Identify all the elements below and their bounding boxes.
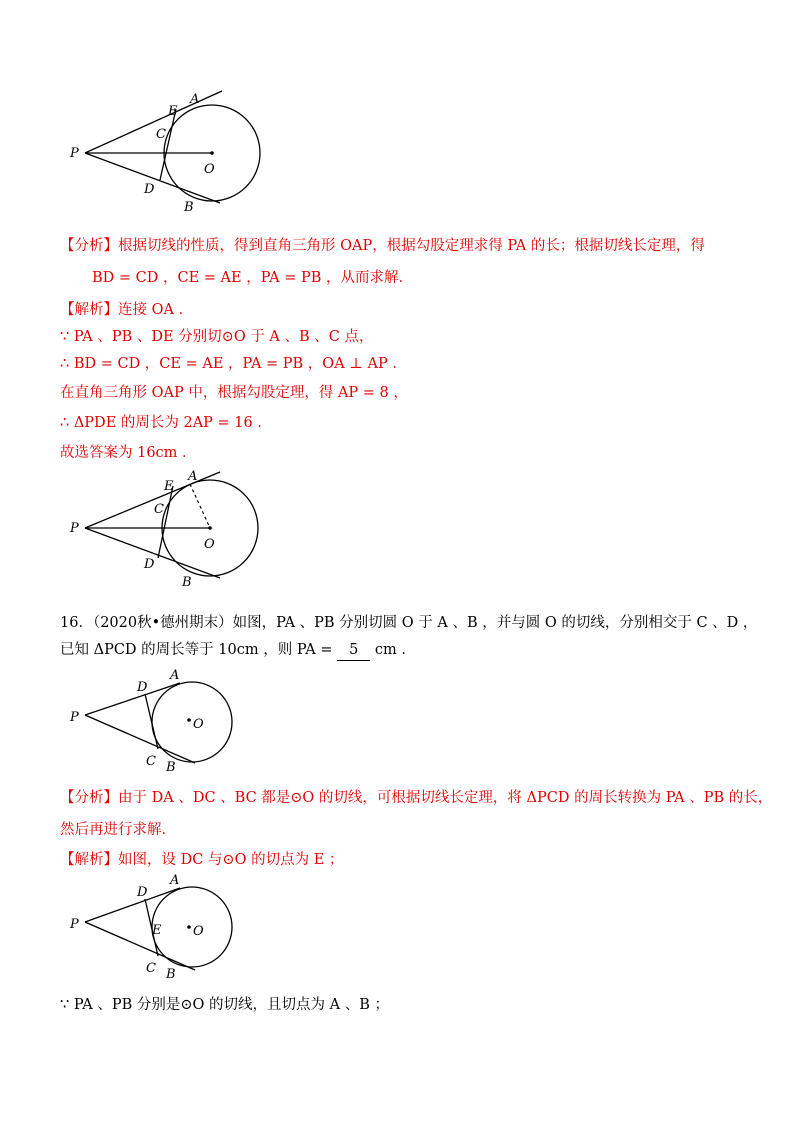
figure-3-tangent-diagram	[60, 665, 260, 780]
label-B: B	[182, 575, 192, 590]
label-P: P	[70, 710, 79, 725]
analysis-16-line-2: 然后再进行求解．	[60, 822, 176, 838]
label-A: A	[188, 470, 198, 484]
figure-4-tangent-diagram	[60, 872, 260, 987]
solution-15-line-6: 故选答案为 16cm ．	[60, 445, 197, 461]
question-16-line-1: 16．（2020秋•德州期末）如图，PA 、PB 分别切圆 O 于 A 、B ，并与圆 O 的切线，分别相交于 C 、D ，	[60, 615, 758, 631]
label-A: A	[190, 92, 200, 107]
label-P: P	[70, 146, 79, 161]
label-B: B	[166, 967, 176, 982]
label-P: P	[70, 917, 79, 932]
label-E: E	[168, 104, 178, 119]
label-O: O	[204, 162, 215, 177]
label-A: A	[170, 668, 180, 683]
label-O: O	[204, 537, 215, 552]
label-O: O	[193, 717, 204, 732]
label-C: C	[146, 754, 156, 769]
analysis-15-line-2: BD = CD ，CE = AE ，PA = PB ，从而求解．	[92, 270, 413, 286]
figure-2-tangent-diagram	[60, 470, 280, 595]
analysis-16-line-1: 【分析】由于 DA 、DC 、BC 都是⊙O 的切线，可根据切线长定理，将 ΔPCD 的周长转换为 PA 、PB 的长，	[60, 790, 773, 806]
label-B: B	[184, 200, 194, 215]
question-16-line-2	[60, 640, 760, 661]
answer-blank: 5	[337, 640, 370, 661]
solution-15-line-2: ∵ PA 、PB 、DE 分别切⊙O 于 A 、B 、C 点，	[60, 329, 374, 345]
question-16-suffix: cm ．	[370, 642, 416, 658]
label-D: D	[137, 885, 148, 900]
solution-16-line-2: ∵ PA 、PB 分别是⊙O 的切线，且切点为 A 、B ；	[60, 997, 389, 1013]
solution-15-line-5: ∴ ΔPDE 的周长为 2AP = 16 ．	[60, 415, 272, 431]
label-D: D	[144, 557, 155, 572]
label-D: D	[144, 182, 155, 197]
solution-15-line-1: 【解析】连接 OA ．	[60, 302, 194, 318]
solution-15-line-3: ∴ BD = CD ，CE = AE ，PA = PB ，OA ⊥ AP ．	[60, 356, 407, 372]
label-C: C	[154, 502, 164, 517]
label-E: E	[164, 479, 174, 494]
label-C: C	[156, 127, 166, 142]
solution-16-line-1: 【解析】如图，设 DC 与⊙O 的切点为 E ；	[60, 852, 344, 868]
label-A: A	[170, 873, 180, 888]
analysis-15-line-1: 【分析】根据切线的性质，得到直角三角形 OAP，根据勾股定理求得 PA 的长；根据切线长定理，得	[60, 238, 705, 254]
label-O: O	[193, 924, 204, 939]
solution-15-line-4: 在直角三角形 OAP 中，根据勾股定理，得 AP = 8 ，	[60, 385, 408, 401]
label-B: B	[166, 760, 176, 775]
label-D: D	[137, 680, 148, 695]
figure-1-tangent-diagram	[60, 85, 280, 225]
label-P: P	[70, 521, 79, 536]
question-16-prefix: 已知 ΔPCD 的周长等于 10cm ，则 PA =	[60, 642, 338, 658]
label-C: C	[146, 961, 156, 976]
label-E: E	[152, 923, 162, 938]
